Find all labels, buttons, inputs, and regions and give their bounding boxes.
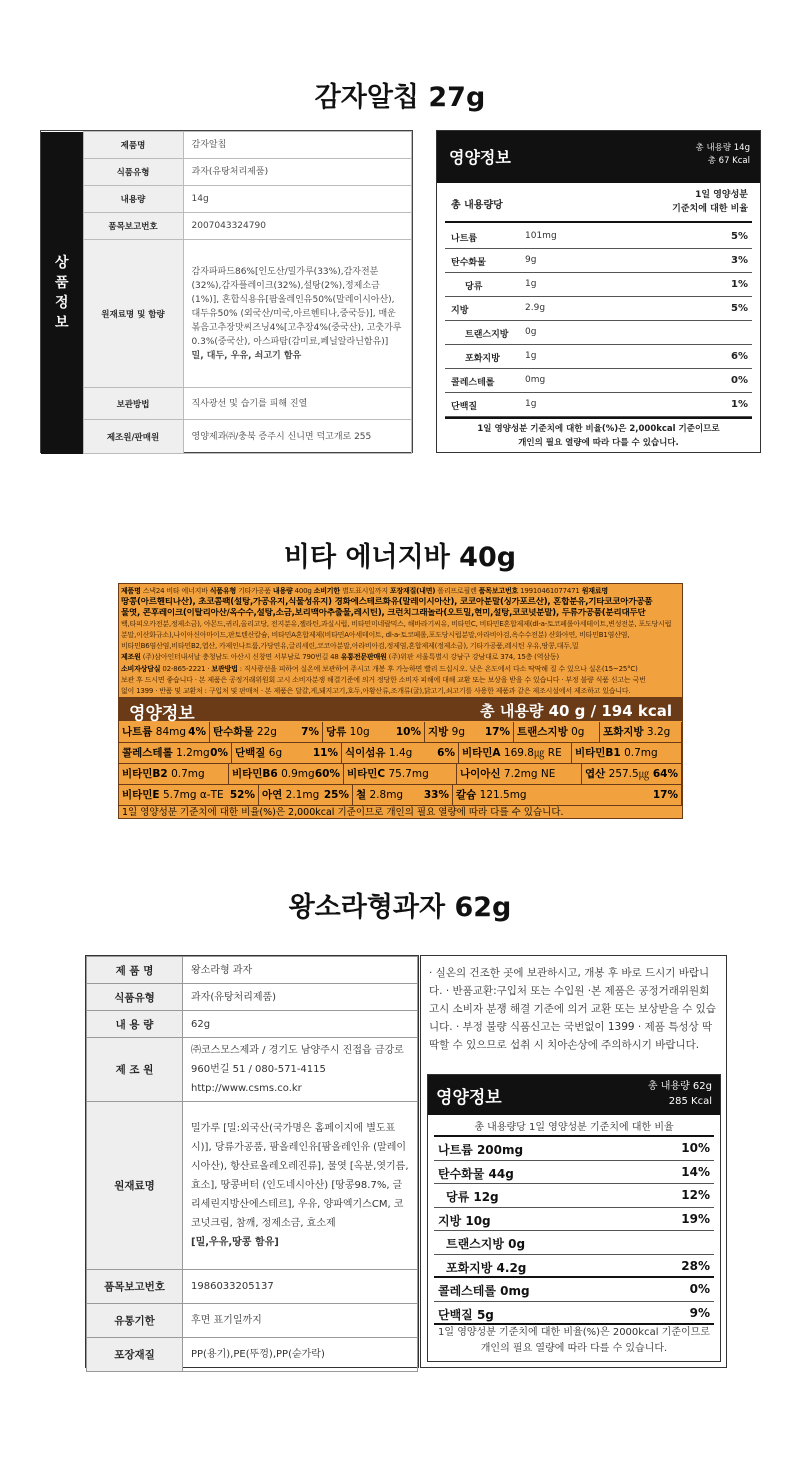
nutrition-cell: [323, 722, 425, 742]
nutrition-rows: [434, 1135, 714, 1325]
nutrient-percent: 28%: [681, 1258, 710, 1273]
nutrition-row: [434, 1137, 714, 1161]
nutrient-amount: 0.9mg: [281, 768, 315, 780]
nutrition-subheader: 총 내용량당 1일 영양성분 기준치에 대한 비율: [445, 183, 752, 223]
nutrition-total: 총 내용량 14g 총 67 Kcal: [695, 143, 750, 166]
allergen-text: 밀, 대두, 우유, 쇠고기 함유: [191, 350, 302, 361]
nutrition-total: 총 내용량 62g 285 Kcal: [647, 1081, 712, 1107]
nutrient-name: 철: [356, 789, 367, 801]
nutrient-amount: 0.7mg: [171, 768, 205, 780]
nutrient-percent: 9%: [689, 1305, 710, 1320]
nutrient-percent: 52%: [229, 789, 255, 801]
label-text-line: 분말,이산화규소),나이아신아마이드,판토텐산칼슘, 비타민A혼합제제(비타민A아세테이트, dl-a-토코페롤,포도당시럽분말,아라비아검,옥수수전분) 산화아연, 비타민B1염산염,: [121, 631, 630, 639]
nutrition-cell: [119, 722, 210, 742]
info-label: 식품유형: [87, 984, 183, 1011]
label-text-line: 소비자상담실 02-865-2221 · 보관방법 : 직사광선을 피하여 실온에 보관하여 주시고 개봉 후 가능하면 빨리 드십시오. 낮은 온도에서 다소 딱딱해 질 수 있으나 실온(15~25°C): [121, 665, 638, 673]
nutrient-amount: 2.9g: [525, 303, 546, 313]
nutrition-row: [445, 393, 752, 417]
nutrient-percent: 64%: [652, 768, 678, 780]
nutrition-cell: [459, 743, 572, 763]
nutrient-amount: 0mg: [525, 375, 546, 385]
nutrient-percent: 1%: [731, 279, 748, 290]
nutrient-amount: 2.8mg: [369, 789, 404, 801]
info-value: 14g: [183, 186, 412, 213]
info-label: 품목보고번호: [83, 213, 183, 240]
nutrient-percent: 10%: [395, 726, 421, 738]
info-value: 1986033205137: [183, 1270, 418, 1304]
storage-and-nutrition-panel: [420, 955, 727, 1368]
nutrient-name: 비타민B1: [575, 747, 621, 759]
nutrient-name: 포화지방: [465, 354, 500, 364]
info-value: PP(용기),PE(뚜껑),PP(숟가락): [183, 1338, 418, 1372]
storage-notes: · 실온의 건조한 곳에 보관하시고, 개봉 후 바로 드시기 바랍니다. · 반품교환:구입처 또는 수입원 ·본 제품은 공정거래위원회 고시 소비자 분쟁 해결 기준에 의거 교환 또는 보상받을 수 있습니다. · 부정 불량 식품신고는 국번없이 1399 · 제품 특성상 딱딱할 수 있으므로 섭취 시 치아손상에 주의하시기 바랍니다.: [429, 967, 716, 1051]
nutrition-cell: [353, 785, 453, 805]
info-value: 2007043324790: [183, 213, 412, 240]
nutrition-cell: [514, 722, 600, 742]
info-value: 영양제과㈜/충북 증주시 신니면 덕고개로 255: [183, 420, 412, 454]
label-text-line: 땅콩(아르헨티나산), 초코콤팩(설탕,가공유지,식물성유지) 경화에스테르화유(말레이시아산), 코코아분말(싱가포르산), 혼합분유,기타코코아가공품: [121, 597, 653, 607]
nutrient-percent: 5%: [731, 303, 748, 314]
nutrient-percent: 19%: [681, 1211, 710, 1226]
nutrition-cell: [119, 743, 232, 763]
nutrient-name: 칼슘: [456, 789, 477, 801]
nutrient-name: 포화지방 4.2g: [446, 1260, 527, 1275]
nutrition-row: [445, 249, 752, 273]
nutrition-row: [119, 785, 682, 806]
info-label: 제품명: [83, 132, 183, 159]
nutrition-row: [434, 1208, 714, 1232]
nutrient-percent: 11%: [312, 747, 338, 759]
nutrient-name: 당류: [326, 726, 347, 738]
nutrition-facts-panel: [436, 130, 761, 453]
label-text-line: 없이 1399 · 반품 및 교환처 : 구입처 및 판매처 · 본 제품은 달걀,게,돼지고기,호두,아황산류,조개류(굴),닭고기,쇠고기를 사용한 제품과 같은 제조시설에서 제조하고 있습니다.: [121, 687, 631, 695]
product-info-table: [40, 130, 413, 453]
info-label: 내용량: [83, 186, 183, 213]
nutrient-amount: 169.8㎍ RE: [503, 747, 562, 759]
nutrient-name: 콜레스테롤: [451, 378, 495, 388]
nutrition-row: [434, 1278, 714, 1302]
nutrition-header: [428, 1075, 720, 1115]
nutrient-amount: 1g: [525, 279, 537, 289]
nutrition-rows: [445, 225, 752, 417]
info-value: 과자(유탕처리제품): [183, 159, 412, 186]
info-value: 직사광선 및 습기를 피해 진열: [183, 388, 412, 420]
nutrient-amount: 257.5㎍: [608, 768, 650, 780]
nutrient-amount: 0g: [571, 726, 585, 738]
nutrition-row: [445, 297, 752, 321]
label-text-line: 제품명 스낵24 비타 에너지바 식품유형 기타가공품 내용량 400g 소비기한 별도표시일까지 포장재질(내면) 폴리프로필렌 품목보고번호 19910461077471 원재료명: [121, 587, 608, 595]
nutrient-name: 지방 10g: [438, 1213, 491, 1228]
nutrition-row: [119, 764, 682, 785]
nutrient-amount: 0g: [525, 327, 537, 337]
ingredients-text: 밀가루 [밀:외국산(국가명은 홈페이지에 별도표시)], 당류가공품, 팜올레인유[팜올레인유 (말레이시아산), 항산료올레오레진류], 물엿 [옥분,엿기름,효소], 땅콩버터 (인도네시아산) [땅콩98.7%, 글리세린지방산에스테르], 우유, 양파엑기스CM, 코코넛크림, 참깨, 정제소금, 효소제: [191, 1123, 409, 1229]
info-label: 품목보고번호: [87, 1270, 183, 1304]
nutrient-amount: 2.1mg: [285, 789, 320, 801]
nutrient-percent: 17%: [652, 789, 678, 801]
info-label: 내 용 량: [87, 1011, 183, 1038]
nutrient-amount: 1g: [525, 351, 537, 361]
nutrient-name: 비타민A: [462, 747, 501, 759]
nutrient-name: 트랜스지방 0g: [446, 1237, 526, 1251]
nutrient-percent: 6%: [437, 747, 455, 759]
info-value: 후면 표기일까지: [183, 1304, 418, 1338]
nutrient-name: 탄수화물 44g: [438, 1166, 514, 1181]
nutrient-percent: 3%: [731, 255, 748, 266]
nutrient-amount: 1.2mg: [176, 747, 210, 759]
nutrition-subheader: 총 내용량당 1일 영양성분 기준치에 대한 비율: [474, 1122, 674, 1133]
nutrient-name: 포화지방: [603, 726, 644, 738]
nutrition-cell: [210, 722, 323, 742]
nutrition-row: [445, 369, 752, 393]
nutrition-cell: [119, 764, 229, 784]
nutrition-cell: [582, 764, 682, 784]
nutrient-name: 단백질: [235, 747, 266, 759]
info-value: 62g: [183, 1011, 418, 1038]
info-value: [183, 1102, 418, 1270]
nutrient-name: 나트륨: [451, 234, 478, 244]
nutrient-name: 트랜스지방: [465, 330, 509, 340]
nutrient-amount: 101mg: [525, 231, 557, 241]
nutrient-amount: 6g: [268, 747, 283, 759]
nutrition-cell: [344, 764, 457, 784]
nutrient-percent: 5%: [731, 231, 748, 242]
nutrient-percent: 10%: [681, 1141, 710, 1155]
nutrient-amount: 1.4g: [388, 747, 413, 759]
nutrient-name: 당류 12g: [446, 1190, 499, 1204]
nutrient-name: 엽산: [585, 768, 606, 780]
ingredients-text: 감자파파드86%[인도산/밀가루(33%),감자전분(32%),감자플레이크(32%),설탕(2%),정제소금(1%)], 혼합식용유[팜올레인유50%(말레이시아산), 대두유50% (외국산/미국,아르헨티나,중국등)], 매운볶음고추장맛씨즈닝4%[고추장4%(중국산), 고춧가루0.3%(중국산), 아스파탐(감미료,페닐알라닌함유)]: [191, 266, 402, 347]
nutrition-row: [445, 273, 752, 297]
section-title-potato-chip: 감자알칩 27g: [314, 82, 486, 113]
nutrient-amount: 9g: [451, 726, 465, 738]
nutrient-name: 단백질: [451, 402, 478, 412]
nutrient-name: 비타민B6: [232, 768, 278, 780]
label-text-line: 물엿, 콘후레이크(이탈리아산/옥수수,설탕,소금,보리맥아추출물,레시틴), 크런치그래놀라(오트밀,현미,설탕,코코넛분말), 두류가공품(분리대두단: [121, 608, 646, 618]
nutrition-footnote: 1일 영양성분 기준치에 대한 비율(%)은 2000kcal 기준이므로 개인의 필요 열량에 따라 다를 수 있습니다.: [438, 1327, 710, 1354]
info-label: 원재료명 및 함량: [83, 240, 183, 388]
nutrient-amount: 121.5mg: [479, 789, 527, 801]
nutrient-name: 콜레스테롤 0mg: [438, 1284, 530, 1298]
nutrient-name: 콜레스테롤: [122, 747, 173, 759]
nutrition-cell: [342, 743, 459, 763]
nutrient-percent: 14%: [681, 1164, 710, 1179]
nutrient-name: 지방: [428, 726, 449, 738]
nutrient-amount: 22g: [256, 726, 277, 738]
nutrition-row: [434, 1161, 714, 1185]
nutrition-cell: [572, 743, 682, 763]
nutrient-amount: 5.7mg α-TE: [162, 789, 224, 801]
info-label: 식품유형: [83, 159, 183, 186]
allergen-text: [밀,우유,땅콩 함유]: [191, 1237, 279, 1248]
nutrient-name: 비타민E: [122, 789, 160, 801]
nutrient-name: 단백질 5g: [438, 1307, 494, 1322]
nutrient-percent: 1%: [731, 399, 748, 410]
section-title-energy-bar: 비타 에너지바 40g: [283, 542, 517, 573]
nutrition-cell: [425, 722, 514, 742]
nutrient-amount: 7.2mg NE: [503, 768, 556, 780]
nutrition-row: [119, 743, 682, 764]
nutrition-header: [437, 131, 760, 183]
info-label: 원재료명: [87, 1102, 183, 1270]
nutrient-percent: 6%: [731, 351, 748, 362]
info-label: 제 품 명: [87, 957, 183, 984]
nutrition-row: [119, 722, 682, 743]
nutrition-facts-panel: [427, 1074, 721, 1362]
nutrient-name: 나트륨 200mg: [438, 1143, 524, 1157]
nutrient-name: 탄수화물: [451, 258, 486, 268]
nutrient-amount: 10g: [349, 726, 370, 738]
info-value: 감자알칩: [183, 132, 412, 159]
nutrient-name: 트랜스지방: [517, 726, 568, 738]
info-value: 과자(유탕처리제품): [183, 984, 418, 1011]
nutrition-cell: [600, 722, 682, 742]
nutrient-percent: 33%: [423, 789, 449, 801]
nutrition-total: 총 내용량 40 g / 194 kcal: [480, 702, 672, 720]
nutrient-percent: 25%: [323, 789, 349, 801]
nutrient-amount: 0.7mg: [624, 747, 658, 759]
nutrient-name: 비타민C: [347, 768, 386, 780]
nutrient-percent: 0%: [689, 1282, 710, 1296]
label-text-line: 비타민B6염산염,비타민B2,엽산, 카제인나트륨,가당연유,글리세린,코코아분말,아라비아검,정제염,혼합제제(정제소금), 기타가공품,레시틴 우유,땅콩,대두,밀: [121, 642, 579, 650]
info-label: 제 조 원: [87, 1038, 183, 1102]
nutrient-amount: 1g: [525, 399, 537, 409]
nutrient-name: 지방: [451, 306, 469, 316]
nutrient-percent: 0%: [731, 375, 748, 386]
nutrition-row: [434, 1231, 714, 1255]
label-text-line: 보관 후 드시면 좋습니다 · 본 제품은 공정거래위원회 고시 소비자분쟁 해결기준에 의거 정당한 소비자 피해에 대해 교환 또는 보상을 받을 수 있습니다 · 부정 불량 식품 신고는 국번: [121, 676, 646, 684]
nutrient-name: 나트륨: [122, 726, 153, 738]
nutrient-name: 아연: [262, 789, 283, 801]
nutrition-footnote: 1일 영양성분 기준치에 대한 비율(%)은 2,000kcal 기준이므로 개인의 필요 열량에 따라 다를 수 있습니다.: [445, 417, 752, 450]
nutrition-row: [434, 1184, 714, 1208]
nutrition-row: [445, 225, 752, 249]
nutrient-name: 비타민B2: [122, 768, 168, 780]
nutrition-header: [119, 697, 682, 724]
energy-bar-label: [118, 583, 683, 819]
nutrition-cell: [457, 764, 582, 784]
nutrition-cell: [259, 785, 353, 805]
nutrient-percent: 17%: [484, 726, 510, 738]
info-value: 왕소라형 과자: [183, 957, 418, 984]
nutrient-percent: 60%: [314, 768, 340, 780]
nutrient-amount: 3.2g: [646, 726, 671, 738]
nutrient-name: 탄수화물: [213, 726, 254, 738]
info-value: [183, 240, 412, 388]
nutrition-cell: [232, 743, 342, 763]
nutrient-amount: 75.7mg: [388, 768, 429, 780]
info-label: 유통기한: [87, 1304, 183, 1338]
product-info-side-label: 상 품 정 보: [41, 132, 83, 454]
nutrient-percent: 4%: [188, 726, 206, 738]
nutrition-footnote: 1일 영양성분 기준치에 대한 비율(%)은 2,000kcal 기준이므로 개인의 필요 열량에 따라 다를 수 있습니다.: [122, 807, 564, 818]
nutrition-cell: [453, 785, 682, 805]
nutrition-title: 영양정보: [436, 1088, 502, 1108]
nutrient-name: 당류: [465, 282, 483, 292]
nutrition-row: [445, 321, 752, 345]
nutrition-row: [434, 1302, 714, 1326]
info-label: 보관방법: [83, 388, 183, 420]
nutrient-percent: 12%: [681, 1188, 710, 1202]
nutrition-cell: [119, 785, 259, 805]
info-label: 포장재질: [87, 1338, 183, 1372]
nutrition-title: 영양정보: [129, 704, 195, 724]
nutrition-row: [445, 345, 752, 369]
nutrient-amount: 9g: [525, 255, 537, 265]
nutrition-cell: [229, 764, 344, 784]
label-text-line: 백,타피오카전분,정제소금), 아몬드,귀리,올리고당, 전지분유,젤라틴,과실시럽, 비타민미네랄믹스, 해바라기씨유, 비타민C, 비타민E혼합제제(dl-a-토코페롤아세테이트,변성전분, 포도당시럽: [121, 620, 672, 628]
nutrient-percent: 7%: [301, 726, 319, 738]
info-value: ㈜코스모스제과 / 경기도 남양주시 진접읍 금강로 960번길 51 / 080-571-4115 http://www.csms.co.kr: [183, 1038, 418, 1102]
nutrient-name: 나이아신: [460, 768, 501, 780]
product-info-table: [85, 955, 419, 1368]
nutrient-amount: 84mg: [155, 726, 187, 738]
nutrition-row: [434, 1255, 714, 1279]
info-label: 제조원/판매원: [83, 420, 183, 454]
nutrient-percent: 0%: [210, 747, 228, 759]
nutrient-name: 식이섬유: [345, 747, 386, 759]
label-text-line: 제조원 (주)삼아인터내셔날 충청남도 아산시 신창면 서부남로 790번길 48 유통전문판매원 (주)위판 서울특별시 강남구 강남대로 374, 15층 (역삼동): [121, 653, 559, 661]
nutrition-title: 영양정보: [449, 148, 511, 167]
section-title-conch-snack: 왕소라형과자 62g: [288, 892, 512, 923]
